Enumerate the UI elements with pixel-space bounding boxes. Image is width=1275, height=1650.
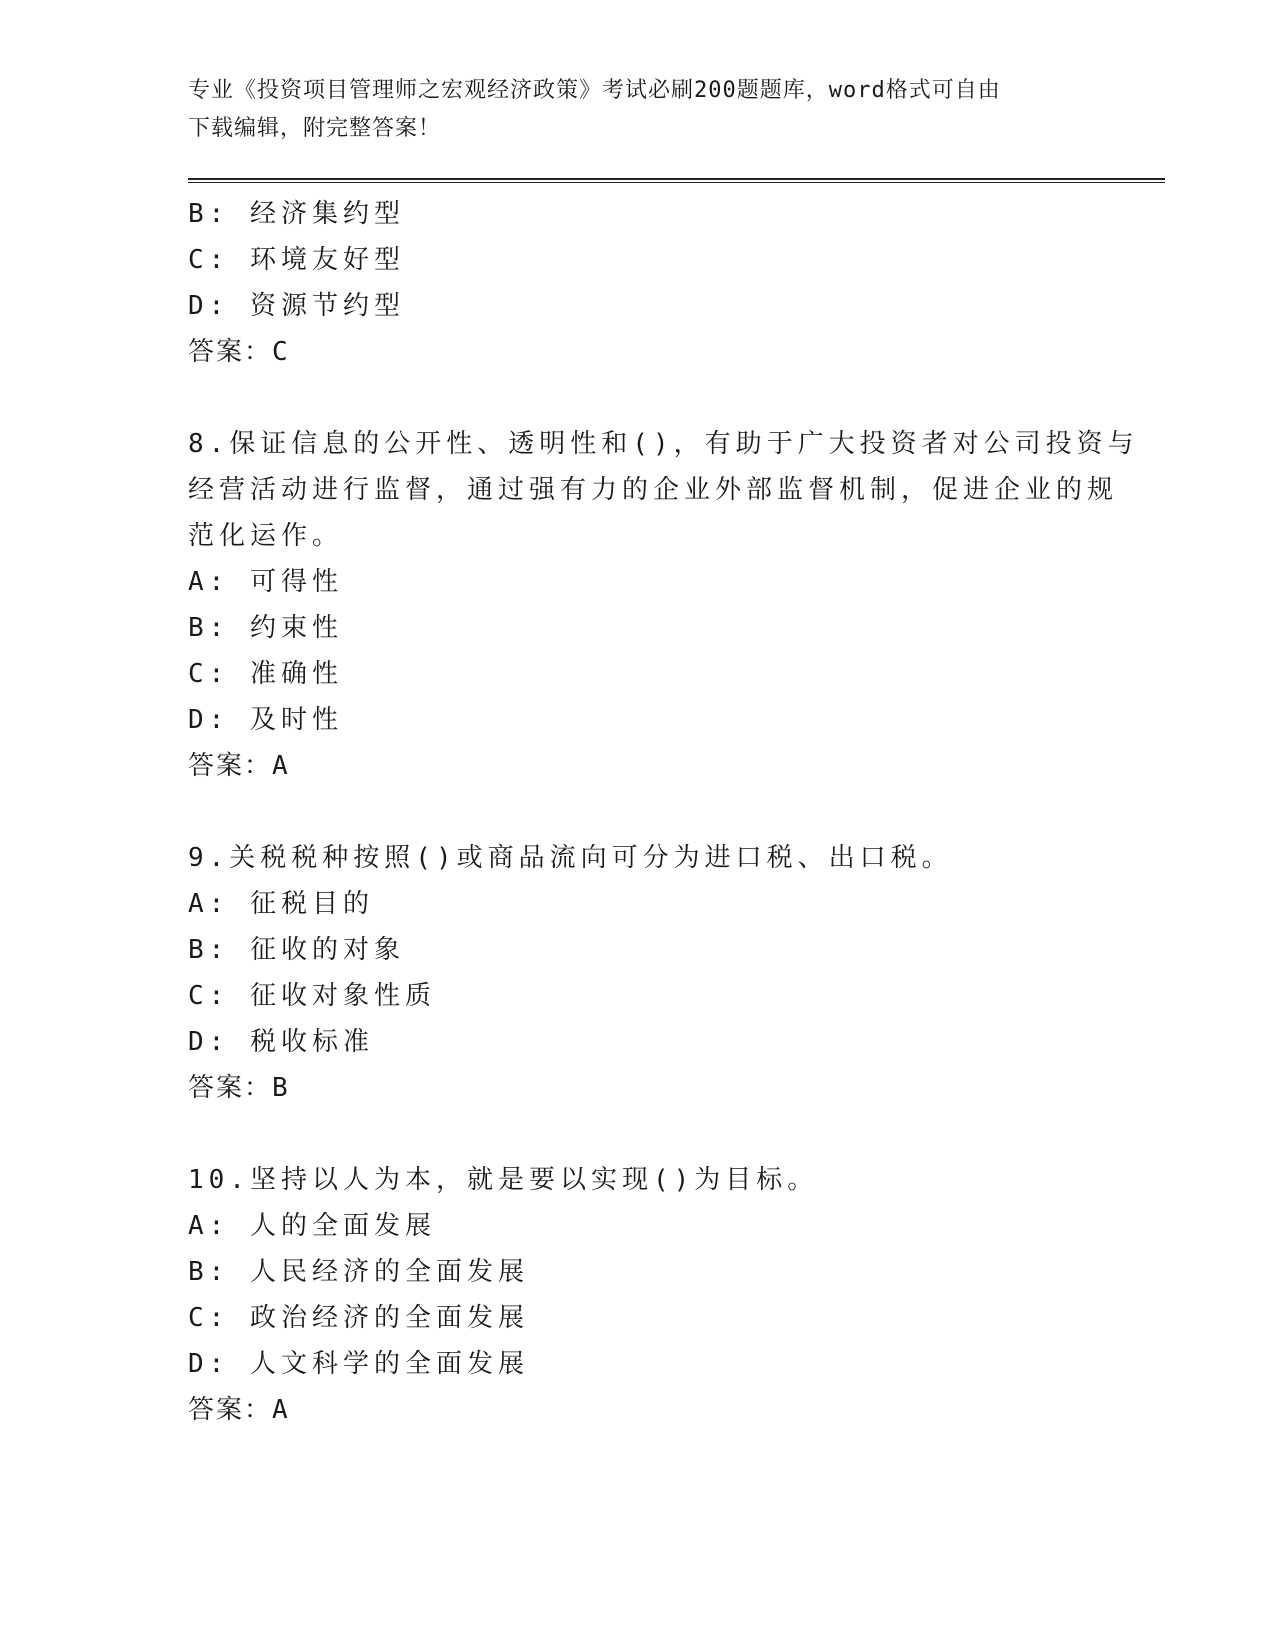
question-8 (188, 421, 1139, 789)
divider-thin-line (188, 182, 1165, 183)
option-b: B: 征收的对象 (188, 935, 405, 965)
option-d: D: 人文科学的全面发展 (188, 1349, 529, 1379)
question-7-continued (188, 191, 1068, 375)
question-10 (188, 1157, 1068, 1433)
answer: 答案：B (188, 1073, 290, 1103)
option-b: B: 人民经济的全面发展 (188, 1257, 529, 1287)
option-d: D: 税收标准 (188, 1027, 374, 1057)
option-c: C: 环境友好型 (188, 245, 405, 275)
option-d: D: 资源节约型 (188, 291, 405, 321)
answer: 答案：C (188, 337, 290, 367)
question-text-line: 10.坚持以人为本，就是要以实现()为目标。 (188, 1165, 819, 1195)
question-text-line: 9.关税税种按照()或商品流向可分为进口税、出口税。 (188, 843, 953, 873)
option-a: A: 人的全面发展 (188, 1211, 436, 1241)
question-text-line: 8.保证信息的公开性、透明性和()，有助于广大投资者对公司投资与 (188, 429, 1139, 459)
option-d: D: 及时性 (188, 705, 343, 735)
question-9 (188, 835, 1068, 1111)
spacer (188, 1111, 1068, 1157)
answer: 答案：A (188, 1395, 290, 1425)
header-line-2: 下载编辑，附完整答案！ (188, 116, 442, 141)
option-a: A: 可得性 (188, 567, 343, 597)
question-text-line: 经营活动进行监督，通过强有力的企业外部监督机制，促进企业的规 (188, 475, 1119, 505)
divider-thick-line (188, 178, 1165, 180)
option-b: B: 经济集约型 (188, 199, 405, 229)
option-a: A: 征税目的 (188, 889, 374, 919)
question-text-line: 范化运作。 (188, 521, 344, 551)
spacer (188, 789, 1068, 835)
question-content (188, 191, 1139, 1433)
header-divider (188, 178, 1165, 183)
document-header (188, 72, 1088, 148)
header-line-1: 专业《投资项目管理师之宏观经济政策》考试必刷200题题库，word格式可自由 (188, 78, 1001, 103)
answer: 答案：A (188, 751, 290, 781)
option-b: B: 约束性 (188, 613, 343, 643)
option-c: C: 征收对象性质 (188, 981, 436, 1011)
spacer (188, 375, 1068, 421)
option-c: C: 准确性 (188, 659, 343, 689)
option-c: C: 政治经济的全面发展 (188, 1303, 529, 1333)
